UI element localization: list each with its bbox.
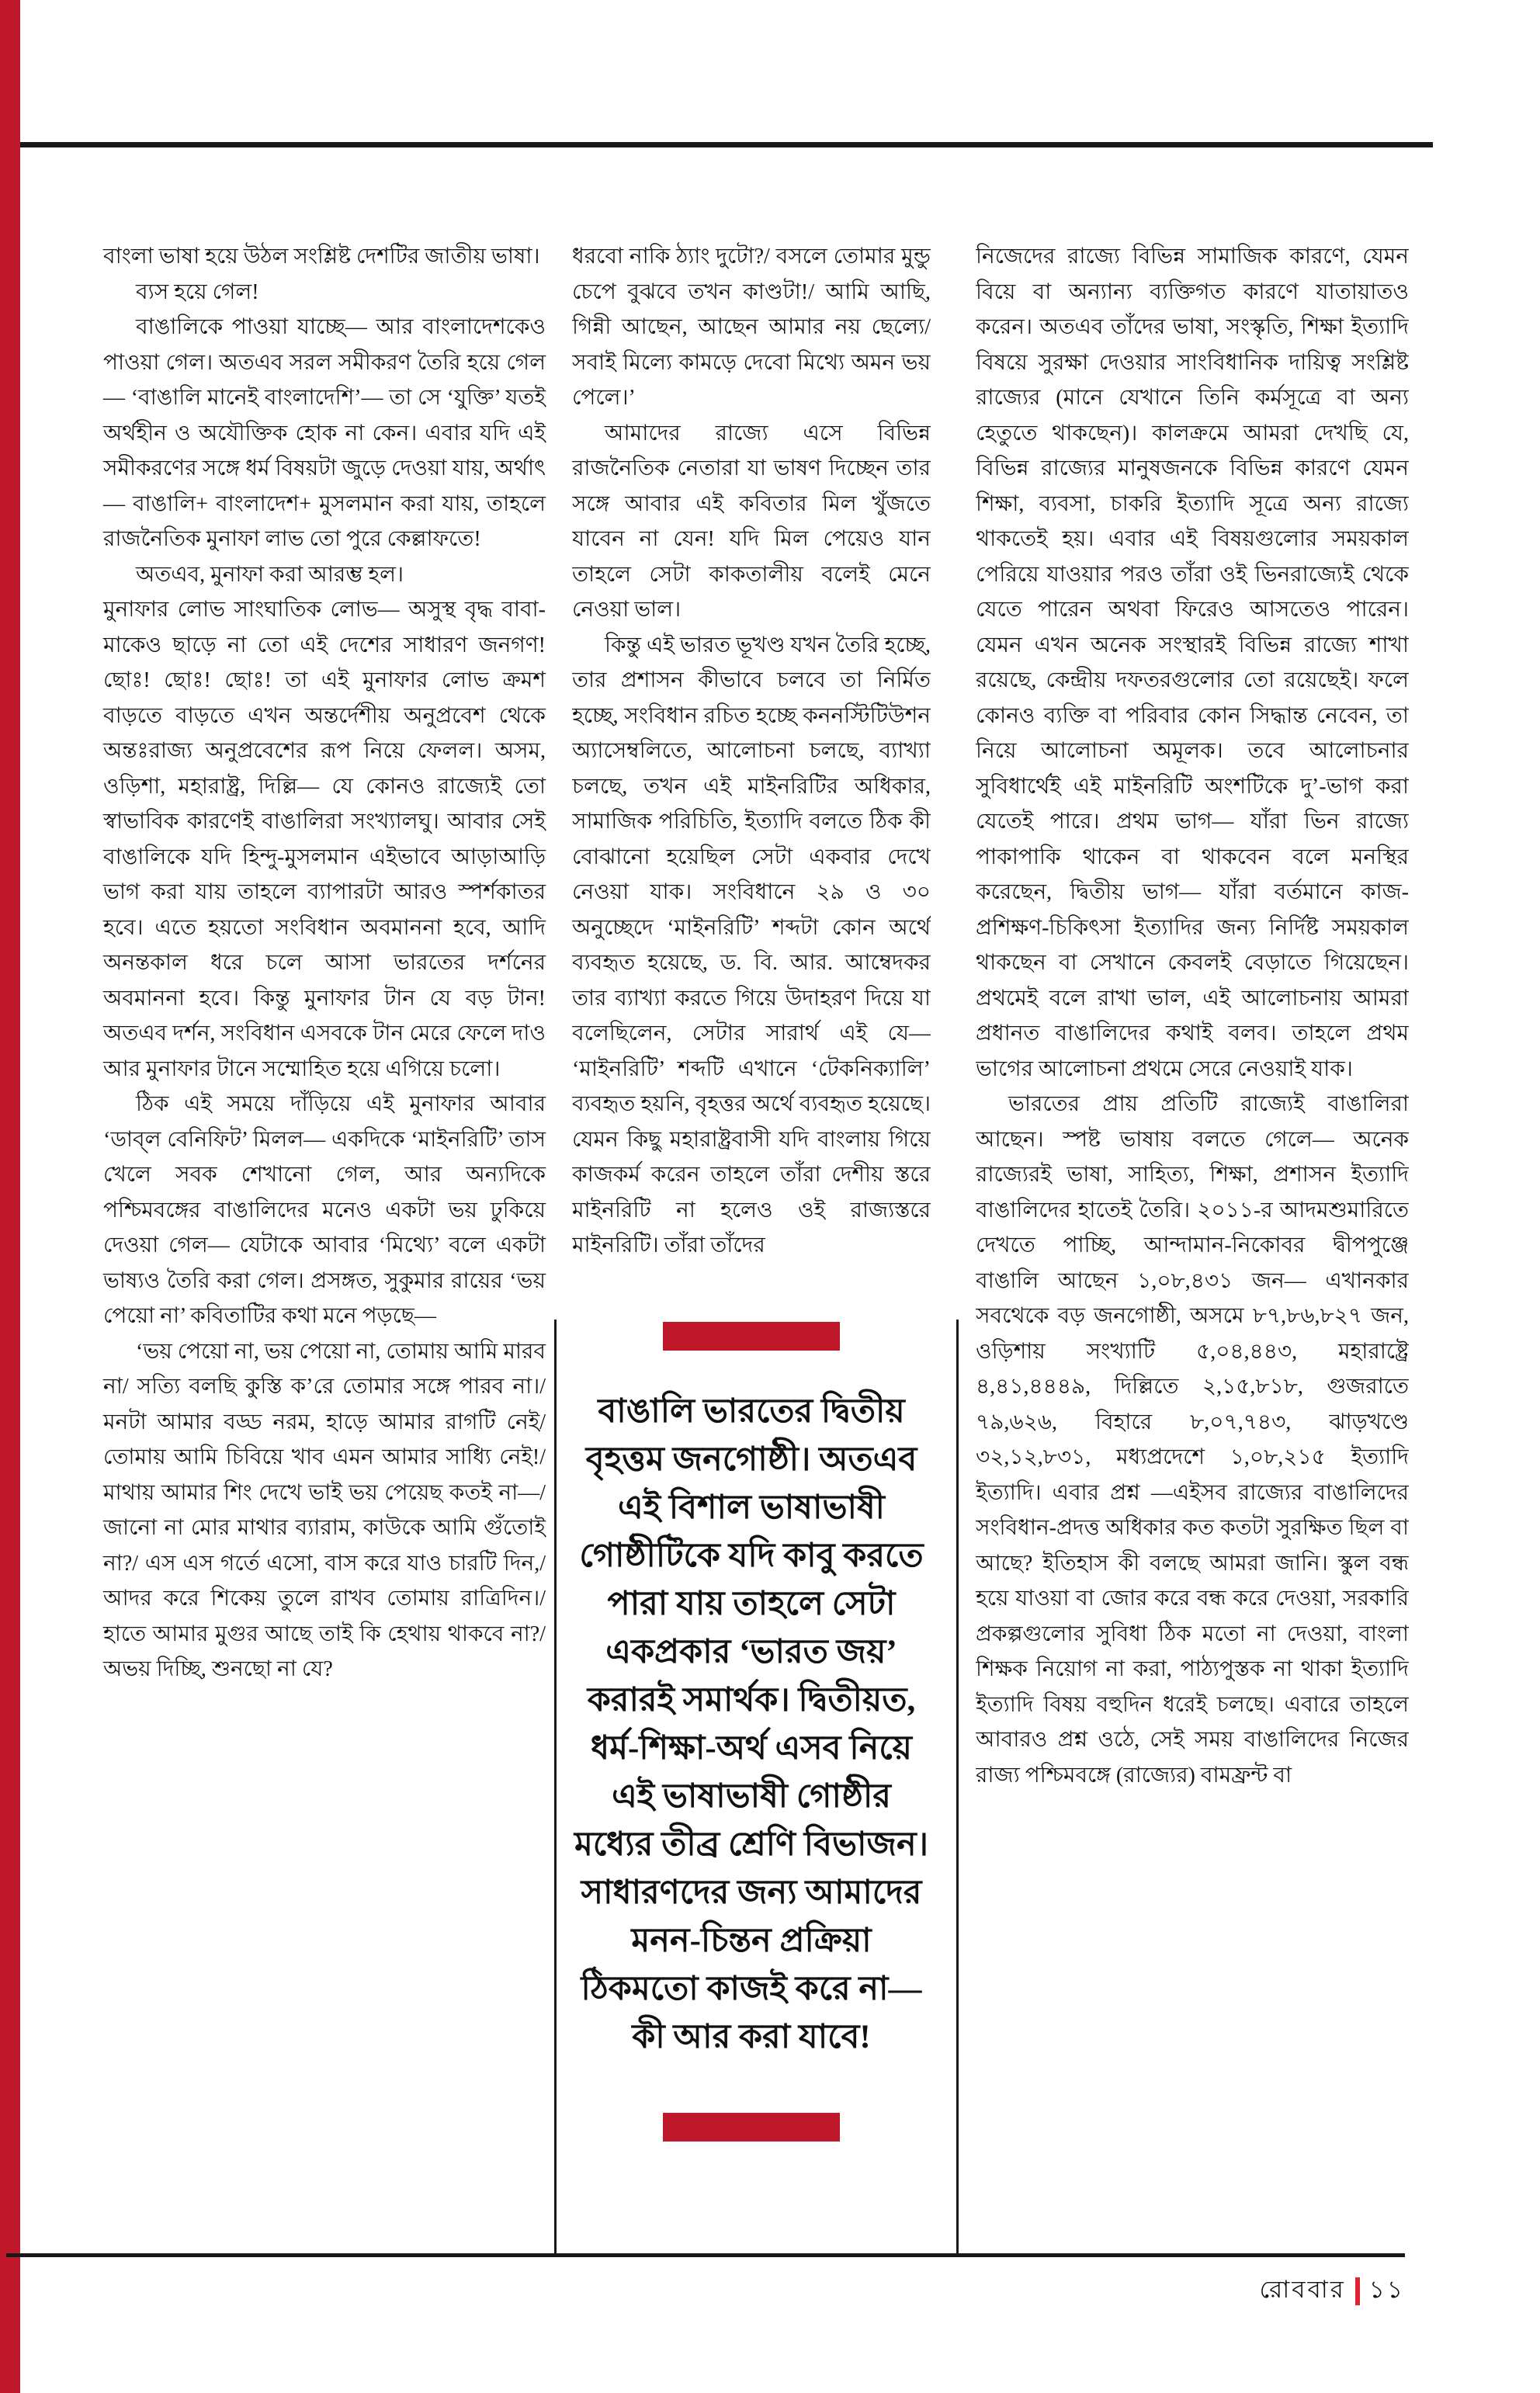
- pullquote-bottom-bar: [663, 2113, 840, 2142]
- body-paragraph: অতএব, মুনাফা করা আরম্ভ হল।: [136, 562, 404, 587]
- publication-name: রোববার: [1259, 2276, 1346, 2303]
- poem-quote-paragraph: ‘ভয় পেয়ো না, ভয় পেয়ো না, তোমায় আমি মারব না/ সত্যি বলছি কুস্তি ক’রে তোমার সঙ্গে পারব না।/ মনটা আমার বড্ড নরম, হাড়ে আমার রাগটি নেই/ তোমায় আমি চিবিয়ে খাব এমন আমার সাধ্যি নেই!/ মাথায় আমার শিং দেখে ভাই ভয় পেয়েছ কতই না—/ জানো না মোর মাথার ব্যারাম, কাউকে আমি গুঁতোই না?/ এস এস গর্তে এসো, বাস করে যাও চারটি দিন,/ আদর করে শিকেয় তুলে রাখব তোমায় রাত্রিদিন।/ হাতে আমার মুগুর আছে তাই কি হেথায় থাকবে না?/ অভয় দিচ্ছি, শুনছো না যে?: [103, 1339, 546, 1681]
- body-paragraph: ব্যস হয়ে গেল!: [136, 279, 259, 304]
- body-paragraph: ভারতের প্রায় প্রতিটি রাজ্যেই বাঙালিরা আছেন। স্পষ্ট ভাষায় বলতে গেলে— অনেক রাজ্যেরই ভাষা, সাহিত্য, শিক্ষা, প্রশাসন ইত্যাদি বাঙালিদের হাতেই তৈরি। ২০১১-র আদমশুমারিতে দেখতে পাচ্ছি, আন্দামান-নিকোবর দ্বীপপুঞ্জে বাঙালি আছেন ১,০৮,৪৩১ জন— এখানকার সবথেকে বড় জনগোষ্ঠী, অসমে ৮৭,৮৬,৮২৭ জন, ওড়িশায় সংখ্যাটি ৫,০৪,৪৪৩, মহারাষ্ট্রে ৪,৪১,৪৪৪৯, দিল্লিতে ২,১৫,৮১৮, গুজরাতে ৭৯,৬২৬, বিহারে ৮,০৭,৭৪৩, ঝাড়খণ্ডে ৩২,১২,৮৩১, মধ্যপ্রদেশে ১,০৮,২১৫ ইত্যাদি ইত্যাদি। এবার প্রশ্ন —এইসব রাজ্যের বাঙালিদের সংবিধান-প্রদত্ত অধিকার কত কতটা সুরক্ষিত ছিল বা আছে? ইতিহাস কী বলছে আমরা জানি। স্কুল বন্ধ হয়ে যাওয়া বা জোর করে বন্ধ করে দেওয়া, সরকারি প্রকল্পগুলোর সুবিধা ঠিক মতো না দেওয়া, বাংলা শিক্ষক নিয়োগ না করা, পাঠ্যপুস্তক না থাকা ইত্যাদি ইত্যাদি বিষয় বহুদিন ধরেই চলছে। এবারে তাহলে আবারও প্রশ্ন ওঠে, সেই সময় বাঙালিদের নিজের রাজ্য পশ্চিমবঙ্গে (রাজ্যের) বামফ্রন্ট বা: [976, 1092, 1409, 1788]
- body-paragraph: বাংলা ভাষা হয়ে উঠল সংশ্লিষ্ট দেশটির জাতীয় ভাষা।: [103, 245, 540, 269]
- body-paragraph: ঠিক এই সময়ে দাঁড়িয়ে এই মুনাফার আবার ‘ডাব্‌ল বেনিফিট’ মিলল— একদিকে ‘মাইনরিটি’ তাস খেলে সবক শেখানো গেল, আর অন্যদিকে পশ্চিমবঙ্গের বাঙালিদের মনেও একটা ভয় ঢুকিয়ে দেওয়া গেল— যেটাকে আবার ‘মিথ্যে’ বলে একটা ভাষ্যও তৈরি করা গেল। প্রসঙ্গত, সুকুমার রায়ের ‘ভয় পেয়ো না’ কবিতাটির কথা মনে পড়ছে—: [103, 1092, 546, 1328]
- body-paragraph: নিজেদের রাজ্যে বিভিন্ন সামাজিক কারণে, যেমন বিয়ে বা অন্যান্য ব্যক্তিগত কারণে যাতায়াতও করেন। অতএব তাঁদের ভাষা, সংস্কৃতি, শিক্ষা ইত্যাদি বিষয়ে সুরক্ষা দেওয়ার সাংবিধানিক দায়িত্ব সংশ্লিষ্ট রাজ্যের (মানে যেখানে তিনি কর্মসূত্রে বা অন্য হেতুতে থাকছেন)। কালক্রমে আমরা দেখছি যে, বিভিন্ন রাজ্যের মানুষজনকে বিভিন্ন কারণে যেমন শিক্ষা, ব্যবসা, চাকরি ইত্যাদি সূত্রে অন্য রাজ্যে থাকতেই হয়। এবার এই বিষয়গুলোর সময়কাল পেরিয়ে যাওয়ার পরও তাঁরা ওই ভিনরাজ্যেই থেকে যেতে পারেন অথবা ফিরেও আসতেও পারেন। যেমন এখন অনেক সংস্থারই বিভিন্ন রাজ্যে শাখা রয়েছে, কেন্দ্রীয় দফতরগুলোর তো রয়েছেই। ফলে কোনও ব্যক্তি বা পরিবার কোন সিদ্ধান্ত নেবেন, তা নিয়ে আলোচনা অমূলক। তবে আলোচনার সুবিধার্থেই এই মাইনরিটি অংশটিকে দু’-ভাগ করা যেতেই পারে। প্রথম ভাগ— যাঁরা ভিন রাজ্যে পাকাপাকি থাকেন বা থাকবেন বলে মনস্থির করেছেন, দ্বিতীয় ভাগ— যাঁরা বর্তমানে কাজ-প্রশিক্ষণ-চিকিৎসা ইত্যাদির জন্য নির্দিষ্ট সময়কাল থাকছেন বা সেখানে কেবলই বেড়াতে গিয়েছেন। প্রথমেই বলে রাখা ভাল, এই আলোচনায় আমরা প্রধানত বাঙালিদের কথাই বলব। তাহলে প্রথম ভাগের আলোচনা প্রথমে সেরে নেওয়াই যাক।: [976, 245, 1409, 1081]
- pull-quote-block: [572, 1322, 931, 2142]
- article-column-left: [103, 239, 546, 1687]
- body-paragraph: মুনাফার লোভ সাংঘাতিক লোভ— অসুস্থ বৃদ্ধ বাবা-মাকেও ছাড়ে না তো এই দেশের সাধারণ জনগণ! ছোঃ! ছোঃ! ছোঃ! তা এই মুনাফার লোভ ক্রমশ বাড়তে বাড়তে এখন অন্তর্দেশীয় অনুপ্রবেশ থেকে অন্তঃরাজ্য অনুপ্রবেশের রূপ নিয়ে ফেলল। অসম, ওড়িশা, মহারাষ্ট্র, দিল্লি— যে কোনও রাজ্যেই তো স্বাভাবিক কারণেই বাঙালিরা সংখ্যালঘু। আবার সেই বাঙালিকে যদি হিন্দু-মুসলমান এইভাবে আড়াআড়ি ভাগ করা যায় তাহলে ব্যাপারটা আরও স্পর্শকাতর হবে। এতে হয়তো সংবিধান অবমাননা হবে, আদি অনন্তকাল ধরে চলে আসা ভারতের দর্শনের অবমাননা হবে। কিন্তু মুনাফার টান যে বড় টান! অতএব দর্শন, সংবিধান এসবকে টান মেরে ফেলে দাও আর মুনাফার টানে সম্মোহিত হয়ে এগিয়ে চলো।: [103, 598, 546, 1081]
- body-paragraph: কিন্তু এই ভারত ভূখণ্ড যখন তৈরি হচ্ছে, তার প্রশাসন কীভাবে চলবে তা নির্মিত হচ্ছে, সংবিধান রচিত হচ্ছে কননস্টিটিউশন অ্যাসেম্বলিতে, আলোচনা চলছে, ব্যাখ্যা চলছে, তখন এই মাইনরিটির অধিকার, সামাজিক পরিচিতি, ইত্যাদি বলতে ঠিক কী বোঝানো হয়েছিল সেটা একবার দেখে নেওয়া যাক। সংবিধানে ২৯ ও ৩০ অনুচ্ছেদে ‘মাইনরিটি’ শব্দটা কোন অর্থে ব্যবহৃত হয়েছে, ড. বি. আর. আম্বেদকর তার ব্যাখ্যা করতে গিয়ে উদাহরণ দিয়ে যা বলেছিলেন, সেটার সারার্থ এই যে— ‘মাইনরিটি’ শব্দটি এখানে ‘টেকনিক্যালি’ ব্যবহৃত হয়নি, বৃহত্তর অর্থে ব্যবহৃত হয়েছে। যেমন কিছু মহারাষ্ট্রবাসী যদি বাংলায় গিয়ে কাজকর্ম করেন তাহলে তাঁরা দেশীয় স্তরে মাইনরিটি না হলেও ওই রাজ্যস্তরে মাইনরিটি। তাঁরা তাঁদের: [572, 633, 931, 1257]
- article-column-middle: [572, 239, 931, 1295]
- pullquote-divider-right: [956, 1320, 959, 2253]
- bottom-rule: [6, 2253, 1405, 2257]
- top-rule: [20, 142, 1433, 147]
- page-number: ১১: [1368, 2276, 1405, 2303]
- pullquote-divider-left: [554, 1320, 557, 2253]
- body-paragraph: আমাদের রাজ্যে এসে বিভিন্ন রাজনৈতিক নেতারা যা ভাষণ দিচ্ছেন তার সঙ্গে আবার এই কবিতার মিল খুঁজতে যাবেন না যেন! যদি মিল পেয়েও যান তাহলে সেটা কাকতালীয় বলেই মেনে নেওয়া ভাল।: [572, 421, 931, 622]
- article-column-right: [976, 239, 1409, 2234]
- left-edge-accent-bar: [0, 0, 20, 2393]
- poem-quote-paragraph: ধরবো নাকি ঠ্যাং দুটো?/ বসলে তোমার মুন্ডু চেপে বুঝবে তখন কাণ্ডটা!/ আমি আছি, গিন্নী আছেন, আছেন আমার নয় ছেল্যে/ সবাই মিল্যে কামড়ে দেবো মিথ্যে অমন ভয় পেলে।’: [572, 245, 931, 410]
- footer-separator: [1355, 2277, 1360, 2305]
- body-paragraph: বাঙালিকে পাওয়া যাচ্ছে— আর বাংলাদেশকেও পাওয়া গেল। অতএব সরল সমীকরণ তৈরি হয়ে গেল— ‘বাঙালি মানেই বাংলাদেশি’— তা সে ‘যুক্তি’ যতই অর্থহীন ও অযৌক্তিক হোক না কেন। এবার যদি এই সমীকরণের সঙ্গে ধর্ম বিষয়টা জুড়ে দেওয়া যায়, অর্থাৎ— বাঙালি+ বাংলাদেশ+ মুসলমান করা যায়, তাহলে রাজনৈতিক মুনাফা লাভ তো পুরে কেল্লাফতে!: [103, 315, 546, 551]
- page-footer: [1260, 2271, 1405, 2311]
- pull-quote-text: বাঙালি ভারতের দ্বিতীয় বৃহত্তম জনগোষ্ঠী। অতএব এই বিশাল ভাষাভাষী গোষ্ঠীটিকে যদি কাবু করতে পারা যায় তাহলে সেটা একপ্রকার ‘ভারত জয়’ করারই সমার্থক। দ্বিতীয়ত, ধর্ম-শিক্ষা-অর্থ এসব নিয়ে এই ভাষাভাষী গোষ্ঠীর মধ্যের তীব্র শ্রেণি বিভাজন। সাধারণদের জন্য আমাদের মনন-চিন্তন প্রক্রিয়া ঠিকমতো কাজই করে না— কী আর করা যাবে!: [574, 1393, 929, 2055]
- pullquote-top-bar: [663, 1322, 840, 1351]
